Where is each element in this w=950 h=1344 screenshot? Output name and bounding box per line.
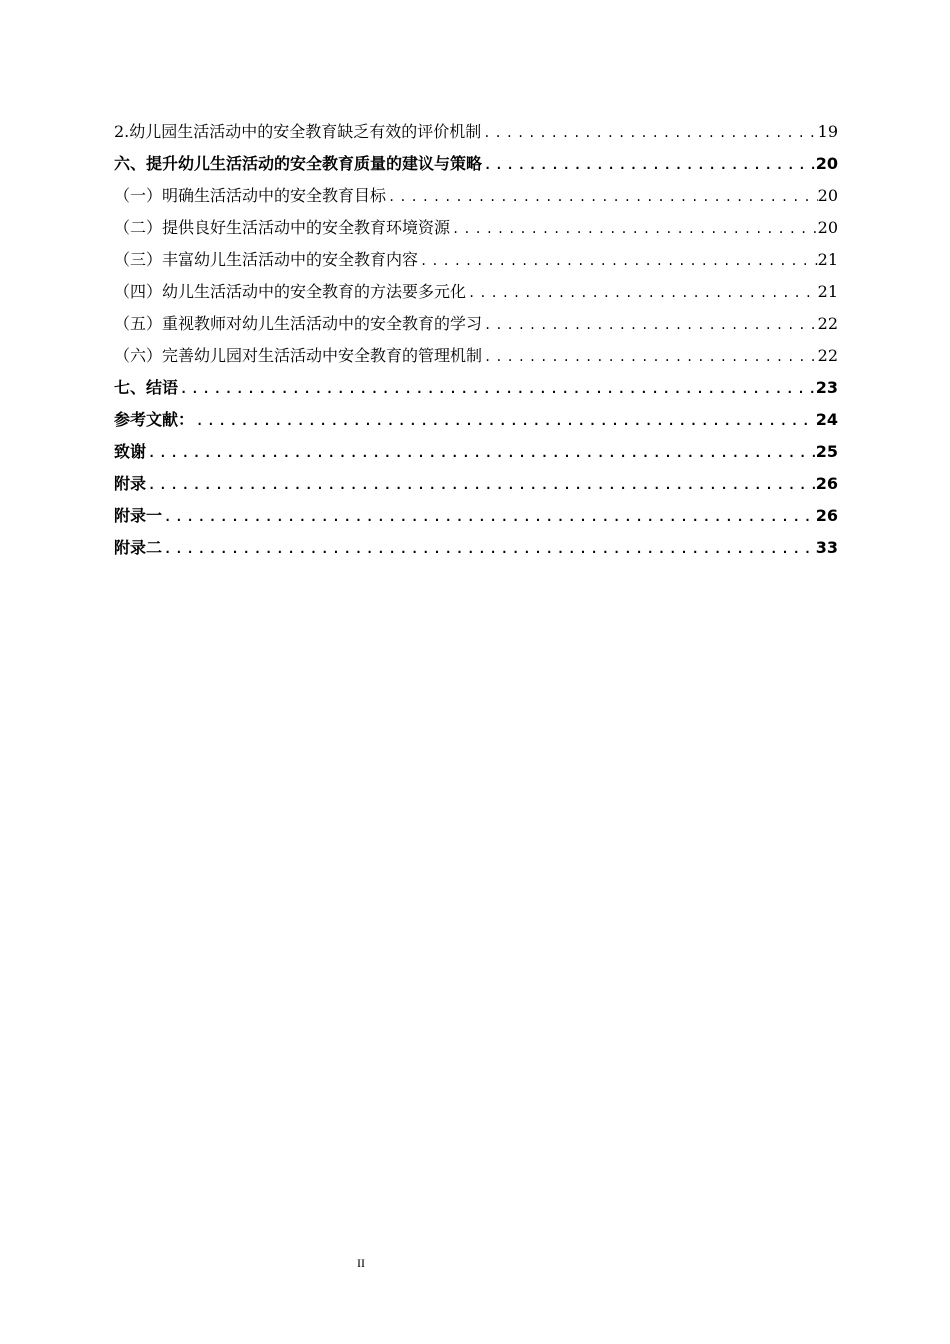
- toc-entry[interactable]: [114, 500, 838, 532]
- toc-dot-leader: [386, 181, 818, 212]
- toc-dot-leader: [194, 405, 816, 436]
- toc-dot-leader: [466, 277, 818, 308]
- toc-entry[interactable]: [114, 468, 838, 500]
- toc-entry-page: 20: [817, 218, 838, 237]
- toc-entry-title: （二）提供良好生活活动中的安全教育环境资源: [114, 218, 451, 237]
- toc-dot-leader: [481, 117, 817, 148]
- toc-entry[interactable]: [114, 436, 838, 468]
- toc-entry[interactable]: [114, 116, 838, 148]
- toc-entry-page: 24: [815, 410, 838, 429]
- toc-entry-page: 26: [815, 506, 838, 525]
- toc-entry-page: 21: [817, 250, 838, 269]
- toc-entry-title: 附录二: [114, 538, 163, 557]
- toc-entry[interactable]: [114, 244, 838, 276]
- toc-entry-title: 附录一: [114, 506, 163, 525]
- toc-dot-leader: [146, 469, 816, 500]
- toc-entry[interactable]: [114, 148, 838, 180]
- toc-entry-page: 21: [817, 282, 838, 301]
- toc-dot-leader: [418, 245, 818, 276]
- toc-entry[interactable]: [114, 308, 838, 340]
- toc-entry[interactable]: [114, 340, 838, 372]
- toc-dot-leader: [482, 341, 818, 372]
- toc-entry-title: 2.幼儿园生活活动中的安全教育缺乏有效的评价机制: [114, 122, 482, 141]
- toc-entry-title: 致谢: [114, 442, 147, 461]
- toc-entry-title: 七、结语: [114, 378, 179, 397]
- page-number: II: [357, 1256, 365, 1270]
- toc-entry-title: （五）重视教师对幼儿生活活动中的安全教育的学习: [114, 314, 483, 333]
- table-of-contents: [114, 116, 838, 564]
- toc-dot-leader: [146, 437, 816, 468]
- toc-dot-leader: [450, 213, 818, 244]
- toc-entry-title: （三）丰富幼儿生活活动中的安全教育内容: [114, 250, 419, 269]
- toc-dot-leader: [482, 309, 818, 340]
- toc-dot-leader: [178, 373, 816, 404]
- toc-entry[interactable]: [114, 372, 838, 404]
- toc-entry-page: 19: [817, 122, 838, 141]
- toc-dot-leader: [162, 501, 816, 532]
- toc-entry-title: （四）幼儿生活活动中的安全教育的方法要多元化: [114, 282, 467, 301]
- toc-entry-page: 22: [817, 346, 838, 365]
- toc-entry-page: 20: [815, 154, 838, 173]
- toc-dot-leader: [482, 149, 816, 180]
- toc-entry-title: 参考文献：: [114, 410, 195, 429]
- toc-entry[interactable]: [114, 276, 838, 308]
- toc-entry[interactable]: [114, 212, 838, 244]
- toc-entry-page: 23: [815, 378, 838, 397]
- toc-entry[interactable]: [114, 404, 838, 436]
- toc-entry[interactable]: [114, 532, 838, 564]
- toc-entry-page: 20: [817, 186, 838, 205]
- toc-entry-title: （六）完善幼儿园对生活活动中安全教育的管理机制: [114, 346, 483, 365]
- toc-entry-title: 附录: [114, 474, 147, 493]
- toc-entry-title: 六、提升幼儿生活活动的安全教育质量的建议与策略: [114, 154, 483, 173]
- toc-entry-page: 25: [815, 442, 838, 461]
- toc-entry-page: 22: [817, 314, 838, 333]
- toc-entry-page: 26: [815, 474, 838, 493]
- toc-entry-title: （一）明确生活活动中的安全教育目标: [114, 186, 387, 205]
- toc-entry-page: 33: [815, 538, 838, 557]
- toc-dot-leader: [162, 533, 816, 564]
- toc-entry[interactable]: [114, 180, 838, 212]
